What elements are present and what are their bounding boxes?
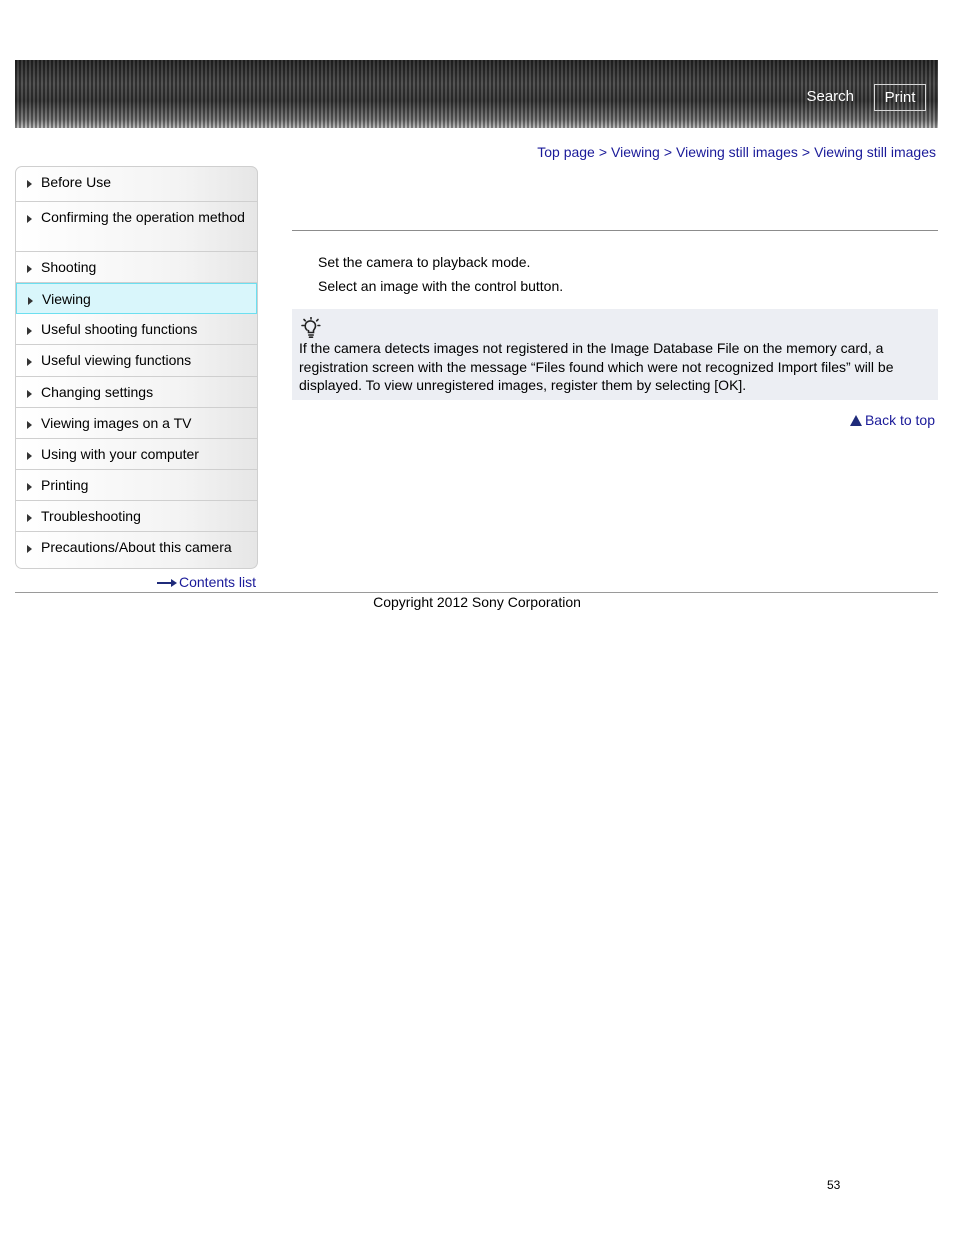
sidebar-item-label: Precautions/About this camera xyxy=(41,539,232,555)
sidebar-item-label: Useful shooting functions xyxy=(41,321,198,337)
triangle-up-icon xyxy=(850,415,862,426)
breadcrumb-top-page[interactable]: Top page xyxy=(537,144,595,160)
sidebar-item-label: Viewing images on a TV xyxy=(41,415,192,431)
arrow-right-icon xyxy=(27,514,32,522)
footer-divider xyxy=(15,592,938,593)
sidebar-item-using-with-computer[interactable] xyxy=(16,439,257,470)
breadcrumb xyxy=(537,144,936,160)
sidebar-item-precautions[interactable] xyxy=(16,532,257,568)
arrow-right-icon xyxy=(157,579,177,587)
search-button[interactable]: Search xyxy=(806,88,854,105)
step-1: Set the camera to playback mode. xyxy=(318,254,531,270)
back-to-top-label: Back to top xyxy=(864,412,935,428)
sidebar-item-viewing-on-tv[interactable] xyxy=(16,408,257,439)
sidebar-item-label: Before Use xyxy=(41,174,112,190)
print-button[interactable]: Print xyxy=(874,84,926,111)
sidebar-item-shooting[interactable] xyxy=(16,252,257,283)
contents-list-link[interactable] xyxy=(157,574,256,590)
sidebar-item-label: Printing xyxy=(41,477,89,493)
breadcrumb-separator: > xyxy=(598,144,608,160)
arrow-right-icon xyxy=(27,545,32,553)
sidebar-item-troubleshooting[interactable] xyxy=(16,501,257,532)
breadcrumb-separator: > xyxy=(801,144,811,160)
sidebar-item-label: Useful viewing functions xyxy=(41,352,192,368)
back-to-top-link[interactable] xyxy=(850,412,935,428)
breadcrumb-viewing[interactable]: Viewing xyxy=(611,144,660,160)
page-number: 53 xyxy=(827,1178,841,1192)
breadcrumb-viewing-still-images-current[interactable]: Viewing still images xyxy=(814,144,936,160)
header-bar xyxy=(15,60,938,128)
hint-text: If the camera detects images not registered in the Image Database File on the memory card, a registration screen with the message “Files found which were not recognized Import files” will be displayed. To view unregistered images, register them by selecting [OK]. xyxy=(299,340,894,393)
sidebar-item-viewing[interactable] xyxy=(16,283,257,314)
arrow-right-icon xyxy=(27,421,32,429)
sidebar-item-changing-settings[interactable] xyxy=(16,377,257,408)
sidebar-item-label: Using with your computer xyxy=(41,446,199,462)
copyright-text: Copyright 2012 Sony Corporation xyxy=(373,594,581,610)
arrow-right-icon xyxy=(27,265,32,273)
arrow-right-icon xyxy=(27,180,32,188)
arrow-right-icon xyxy=(27,215,32,223)
sidebar-item-label: Troubleshooting xyxy=(41,508,141,524)
breadcrumb-viewing-still-images[interactable]: Viewing still images xyxy=(676,144,798,160)
sidebar-item-label: Shooting xyxy=(41,259,97,275)
sidebar-item-useful-viewing[interactable] xyxy=(16,345,257,377)
breadcrumb-separator: > xyxy=(663,144,672,160)
step-2: Select an image with the control button. xyxy=(318,278,564,294)
title-divider xyxy=(292,230,938,231)
sidebar-item-label: Viewing xyxy=(42,291,91,307)
arrow-right-icon xyxy=(27,327,32,335)
contents-list-label: Contents list xyxy=(179,574,257,590)
arrow-right-icon xyxy=(27,483,32,491)
sidebar-item-before-use[interactable] xyxy=(16,167,257,202)
arrow-right-icon xyxy=(27,452,32,460)
sidebar-item-useful-shooting[interactable] xyxy=(16,314,257,345)
arrow-right-icon xyxy=(27,390,32,398)
arrow-right-icon xyxy=(28,297,33,305)
lightbulb-hint-icon xyxy=(301,317,321,339)
sidebar-item-confirming-operation[interactable] xyxy=(16,202,257,252)
sidebar-nav xyxy=(15,166,258,569)
hint-box xyxy=(292,309,938,400)
sidebar-item-label: Changing settings xyxy=(41,384,154,400)
sidebar-item-label: Confirming the operation method xyxy=(41,209,245,225)
arrow-right-icon xyxy=(27,358,32,366)
sidebar-item-printing[interactable] xyxy=(16,470,257,501)
